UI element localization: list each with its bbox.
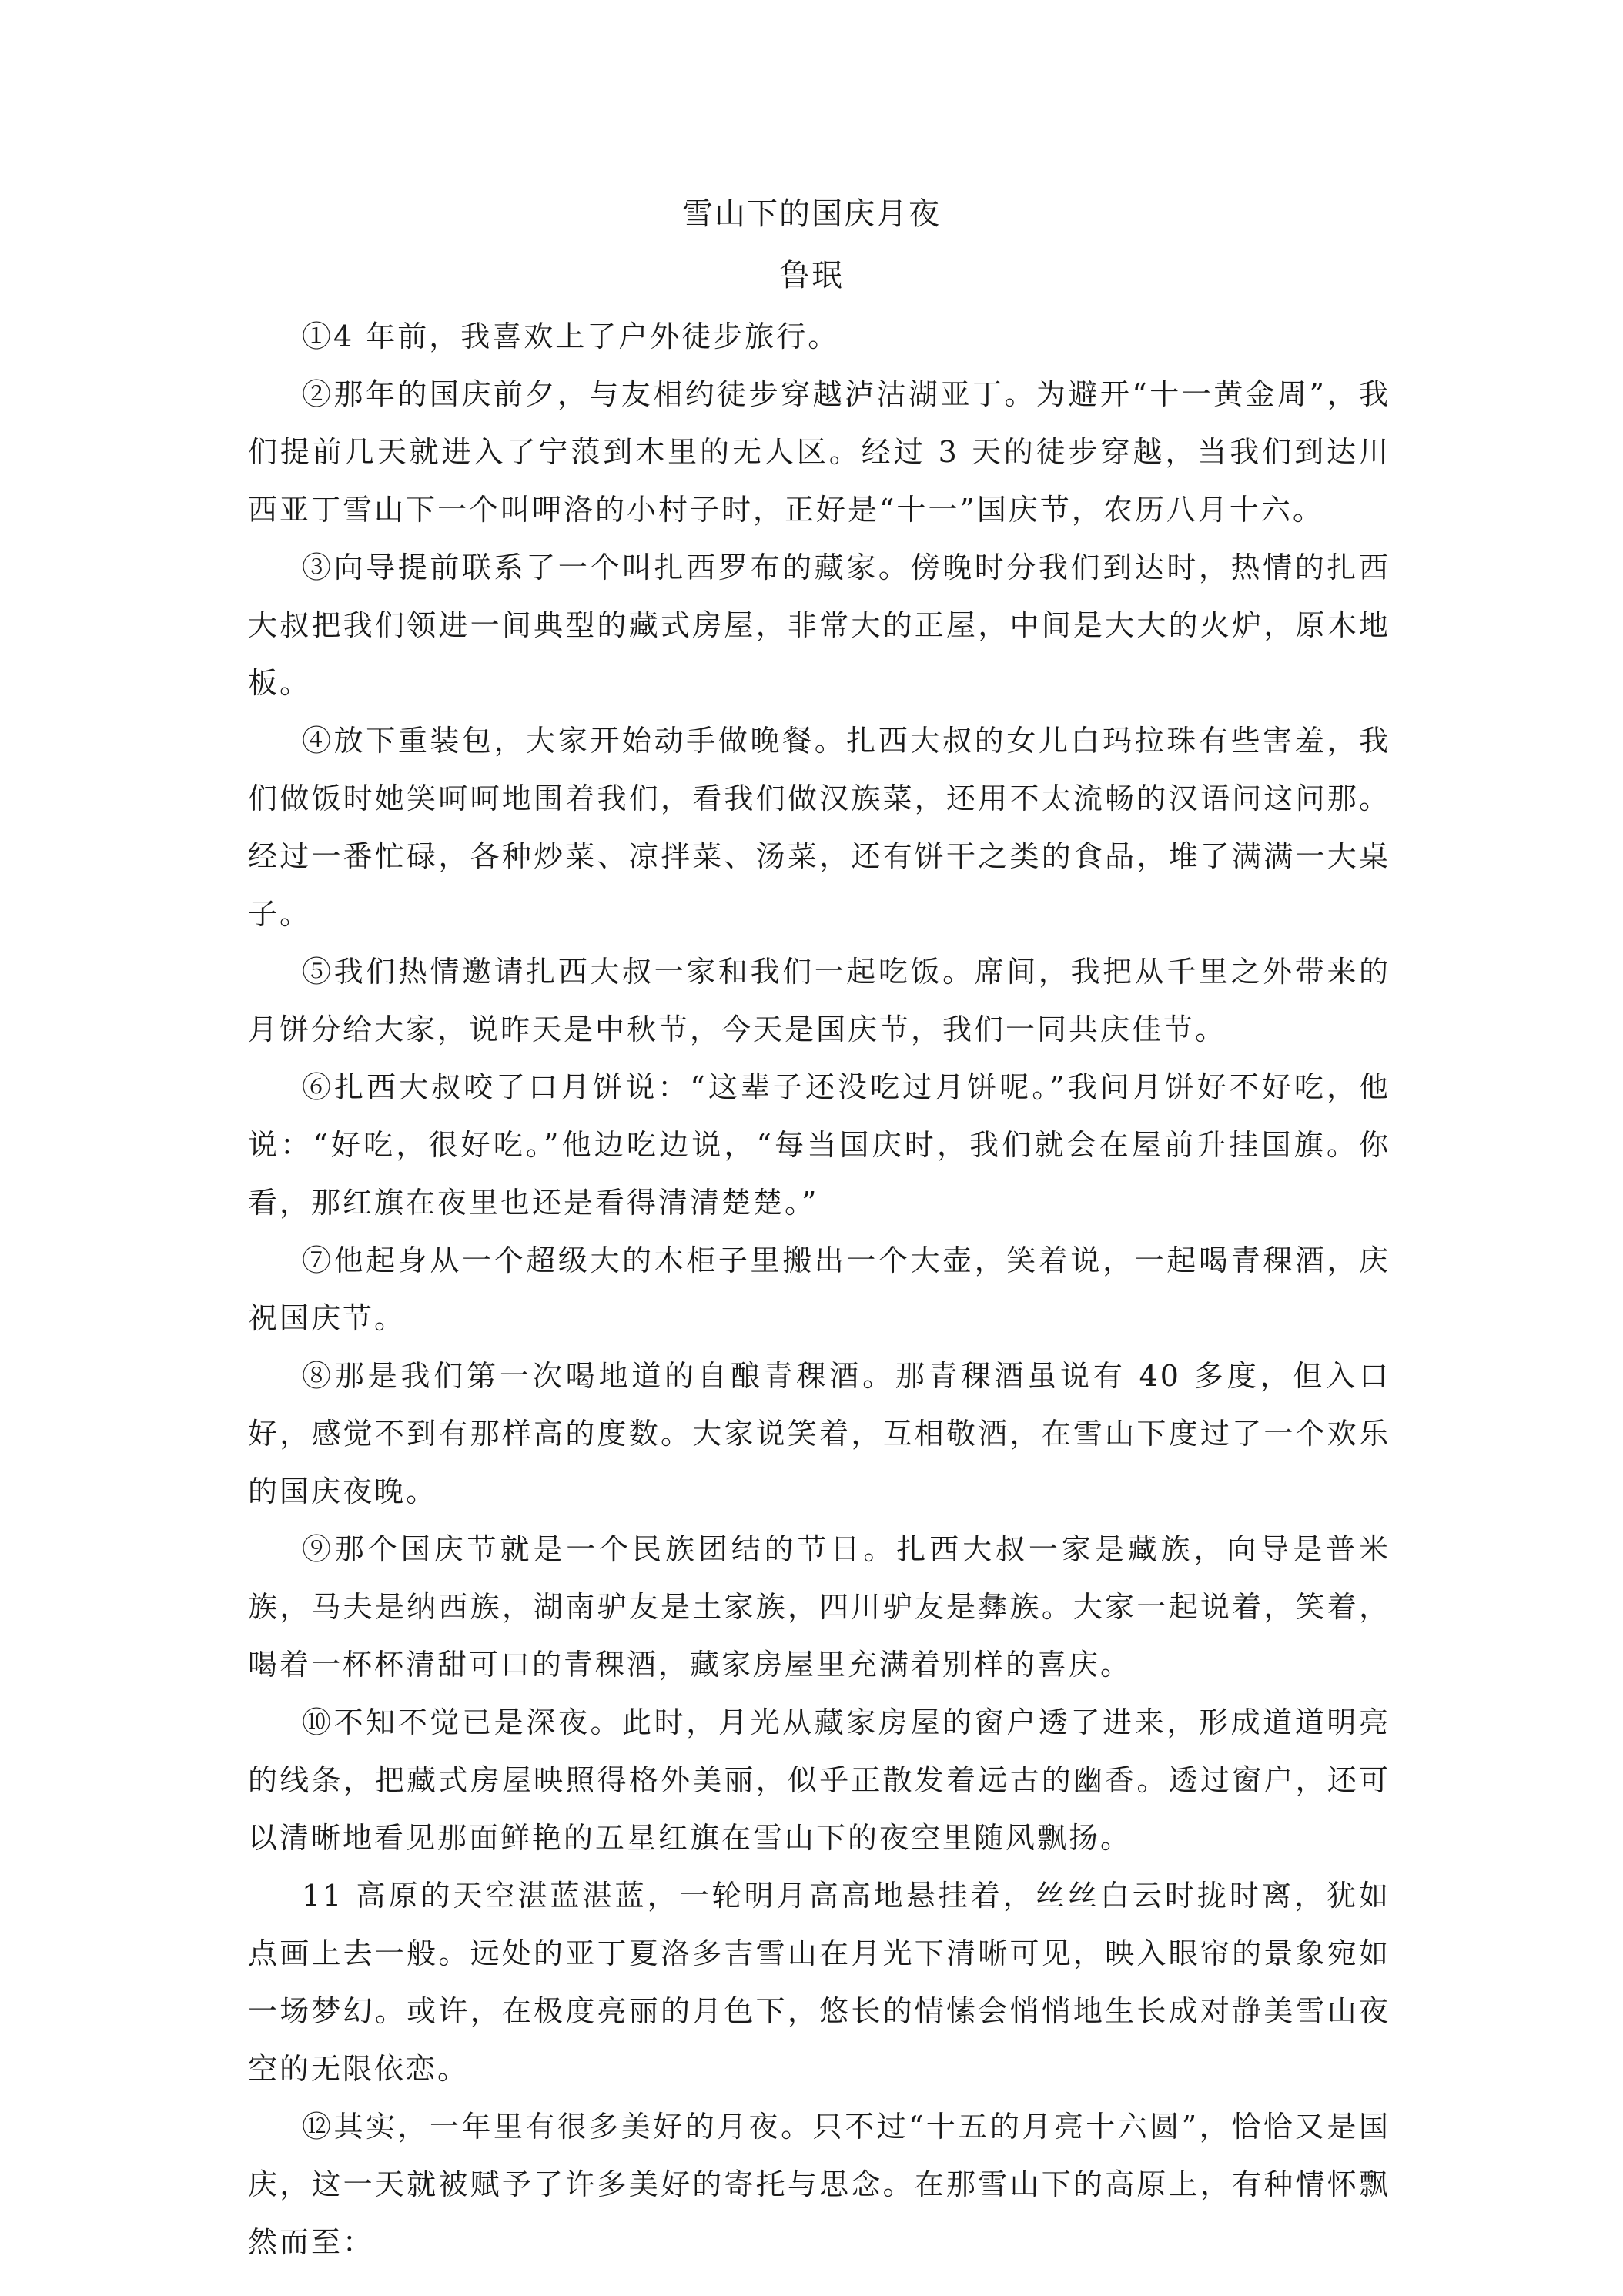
paragraph-4: ④放下重装包，大家开始动手做晚餐。扎西大叔的女儿白玛拉珠有些害羞，我们做饭时她笑呵呵地围着我们，看我们做汉族菜，还用不太流畅的汉语问这问那。经过一番忙碌，各种炒菜、凉拌菜、汤菜，还有饼干之类的食品，堆了满满一大桌子。 [248, 724, 1390, 931]
paragraph-10: ⑩不知不觉已是深夜。此时，月光从藏家房屋的窗户透了进来，形成道道明亮的线条，把藏式房屋映照得格外美丽，似乎正散发着远古的幽香。透过窗户，还可以清晰地看见那面鲜艳的五星红旗在雪山下的夜空里随风飘扬。 [248, 1705, 1390, 1855]
paragraph-8: ⑧那是我们第一次喝地道的自酿青稞酒。那青稞酒虽说有 40 多度，但入口好，感觉不到有那样高的度数。大家说笑着，互相敬酒，在雪山下度过了一个欢乐的国庆夜晚。 [248, 1359, 1390, 1508]
article-title: 雪山下的国庆月夜 [682, 196, 941, 232]
paragraph-5: ⑤我们热情邀请扎西大叔一家和我们一起吃饭。席间，我把从千里之外带来的月饼分给大家，说昨天是中秋节，今天是国庆节，我们一同共庆佳节。 [248, 955, 1390, 1046]
paragraph-2: ②那年的国庆前夕，与友相约徒步穿越泸沽湖亚丁。为避开“十一黄金周”，我们提前几天就进入了宁蒗到木里的无人区。经过 3 天的徒步穿越，当我们到达川西亚丁雪山下一个叫呷洛的小村子时，正好是“十一”国庆节，农历八月十六。 [248, 377, 1390, 527]
paragraph-9: ⑨那个国庆节就是一个民族团结的节日。扎西大叔一家是藏族，向导是普米族，马夫是纳西族，湖南驴友是土家族，四川驴友是彝族。大家一起说着，笑着，喝着一杯杯清甜可口的青稞酒，藏家房屋里充满着别样的喜庆。 [248, 1532, 1390, 1682]
article-author: 鲁珉 [779, 258, 844, 293]
paragraph-1: ①4 年前，我喜欢上了户外徒步旅行。 [302, 320, 840, 353]
article-body [248, 308, 1390, 2271]
paragraph-11: 11 高原的天空湛蓝湛蓝，一轮明月高高地悬挂着，丝丝白云时拢时离，犹如点画上去一般。远处的亚丁夏洛多吉雪山在月光下清晰可见，映入眼帘的景象宛如一场梦幻。或许，在极度亮丽的月色下，悠长的情愫会悄悄地生长成对静美雪山夜空的无限依恋。 [248, 1879, 1390, 2086]
paragraph-7: ⑦他起身从一个超级大的木柜子里搬出一个大壶，笑着说，一起喝青稞酒，庆祝国庆节。 [248, 1243, 1390, 1335]
paragraph-6: ⑥扎西大叔咬了口月饼说：“这辈子还没吃过月饼呢。”我问月饼好不好吃，他说：“好吃，很好吃。”他边吃边说，“每当国庆时，我们就会在屋前升挂国旗。你看，那红旗在夜里也还是看得清清楚楚。” [248, 1070, 1390, 1220]
paragraph-3: ③向导提前联系了一个叫扎西罗布的藏家。傍晚时分我们到达时，热情的扎西大叔把我们领进一间典型的藏式房屋，非常大的正屋，中间是大大的火炉，原木地板。 [248, 551, 1390, 700]
paragraph-12: ⑫其实，一年里有很多美好的月夜。只不过“十五的月亮十六圆”，恰恰又是国庆，这一天就被赋予了许多美好的寄托与思念。在那雪山下的高原上，有种情怀飘然而至： [248, 2110, 1390, 2259]
